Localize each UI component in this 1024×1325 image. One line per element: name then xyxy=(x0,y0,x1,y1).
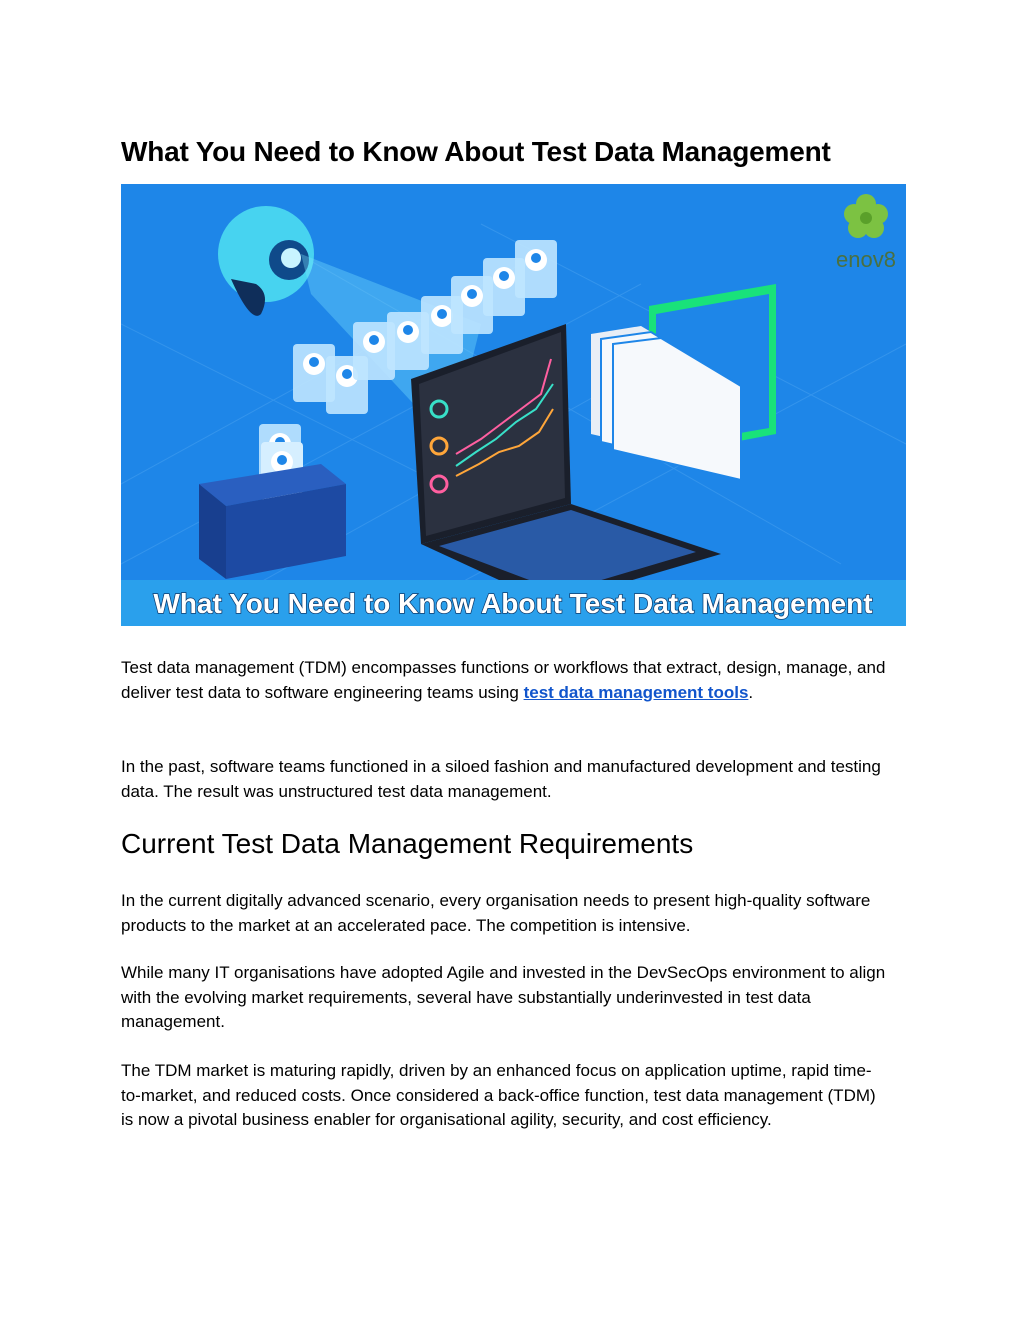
tdm-tools-link[interactable]: test data management tools xyxy=(523,682,749,702)
section-heading: Current Test Data Management Requirements xyxy=(121,828,694,859)
hero-image xyxy=(121,184,906,626)
paragraph-5: The TDM market is maturing rapidly, driven by an enhanced focus on application uptime, rapid time-to-market, and reduced costs. Once considered a back-office function, test data management (TDM) is now a pivotal business enabler for organisational agility, security, and cost efficiency. xyxy=(121,1061,876,1129)
paragraph-2: In the past, software teams functioned in a siloed fashion and manufactured development and testing data. The result was unstructured test data management. xyxy=(121,757,881,801)
page-title: What You Need to Know About Test Data Management xyxy=(121,136,831,167)
banner-caption: What You Need to Know About Test Data Management xyxy=(153,588,873,619)
paragraph-3: In the current digitally advanced scenario, every organisation needs to present high-quality software products to the market at an accelerated pace. The competition is intensive. xyxy=(121,891,871,935)
brand-name: enov8 xyxy=(836,247,896,272)
paragraph-1: Test data management (TDM) encompasses functions or workflows that extract, design, manage, and deliver test data to software engineering teams using test data management tools. xyxy=(121,658,886,702)
hero-illustration xyxy=(121,184,906,626)
paragraph-4: While many IT organisations have adopted Agile and invested in the DevSecOps environment to align with the evolving market requirements, several have substantially underinvested in test data management. xyxy=(121,963,886,1031)
